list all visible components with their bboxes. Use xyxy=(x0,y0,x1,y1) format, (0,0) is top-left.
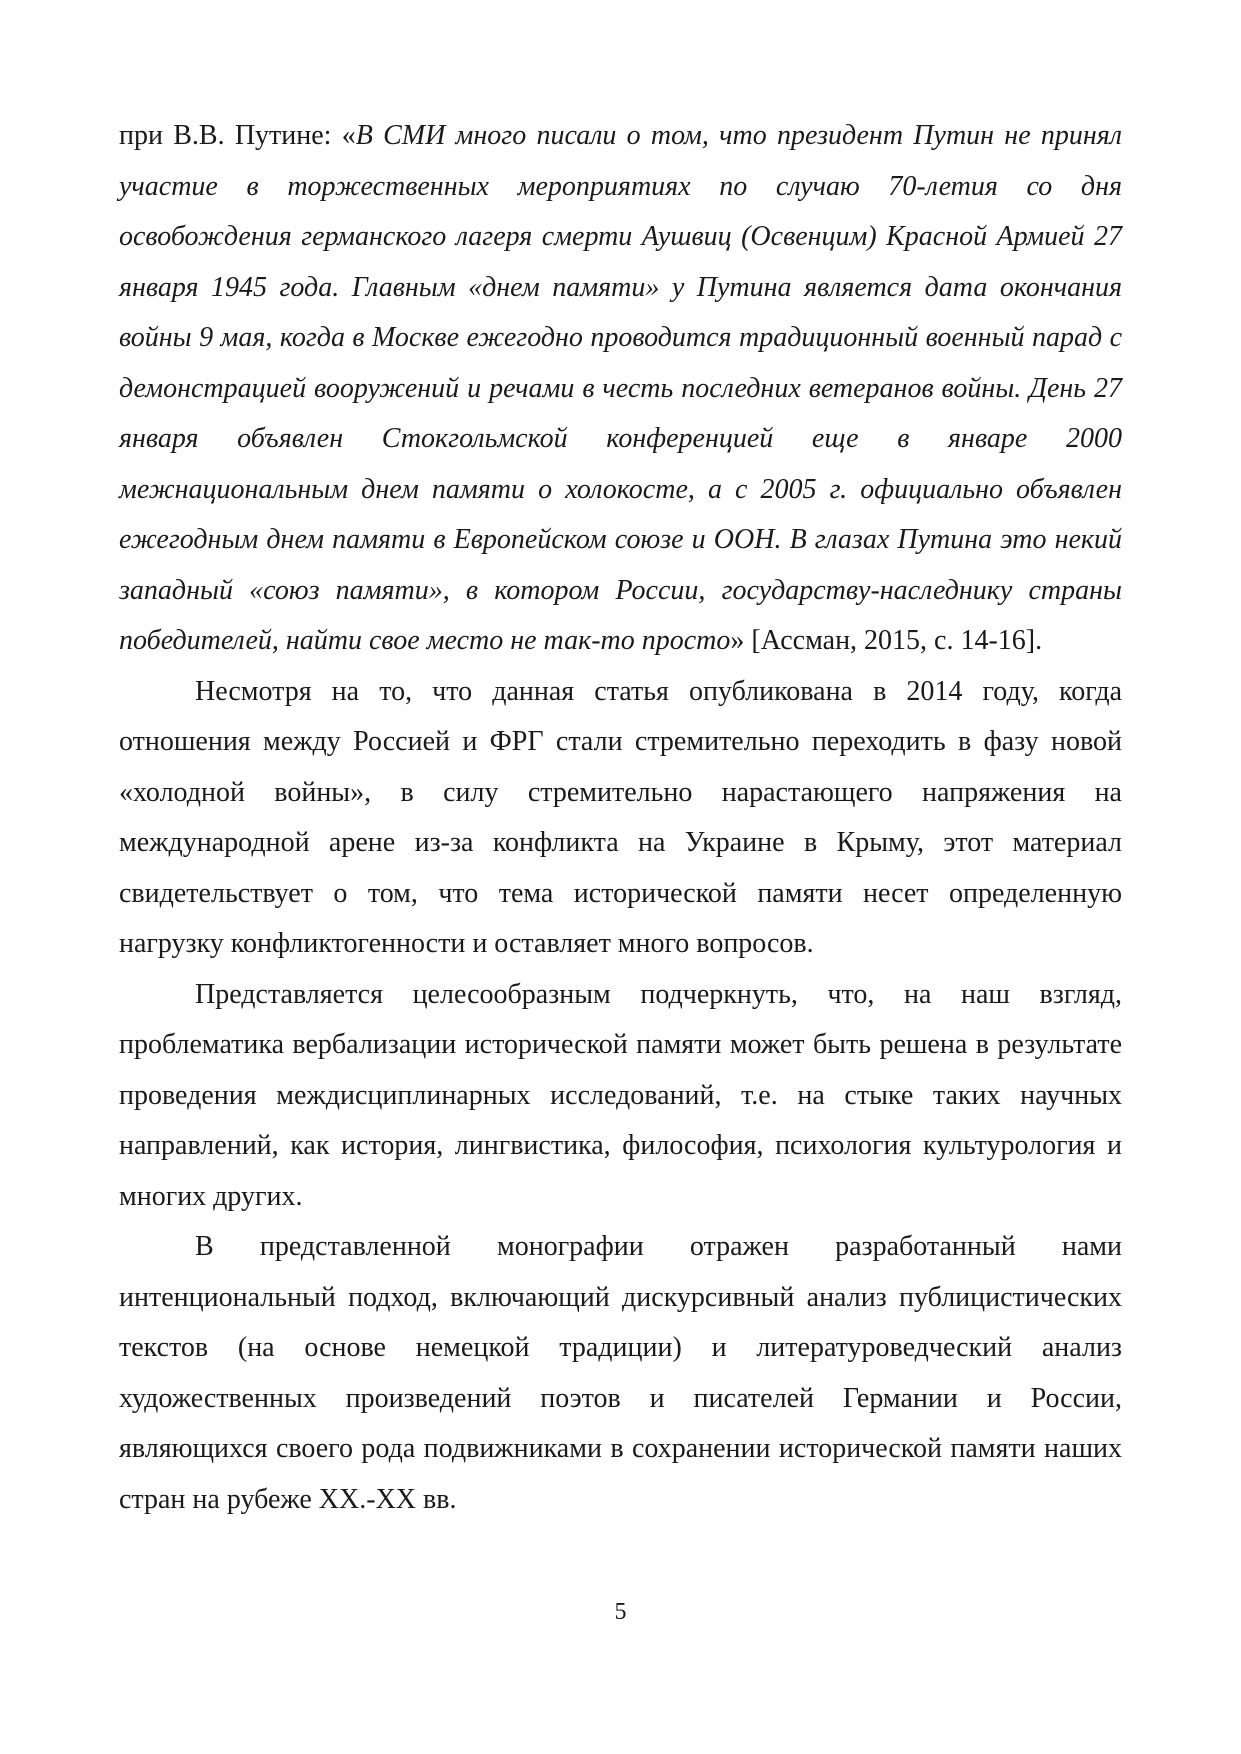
body-text xyxy=(119,111,1122,1525)
italic-quote: В СМИ много писали о том, что президент Путин не принял участие в торжественных мероприятиях по случаю 70-летия со дня освобождения германского лагеря смерти Аушвиц (Освенцим) Красной Армией 27 января 1945 года. Главным «днем памяти» у Путина является дата окончания войны 9 мая, когда в Москве ежегодно проводится традиционный военный парад с демонстрацией вооружений и речами в честь последних ветеранов войны. День 27 января объявлен Стокгольмской конференцией еще в январе 2000 межнациональным днем памяти о холокосте, а с 2005 г. официально объявлен ежегодным днем памяти в Европейском союзе и ООН. В глазах Путина это некий западный «союз памяти», в котором России, государству-наследнику страны победителей, найти свое место не так-то просто xyxy=(119,120,1122,656)
paragraph-article-context: Несмотря на то, что данная статья опубликована в 2014 году, когда отношения между Россией и ФРГ стали стремительно переходить в фазу новой «холодной войны», в силу стремительно нарастающего напряжения на международной арене из-за конфликта на Украине в Крыму, этот материал свидетельствует о том, что тема исторической памяти несет определенную нагрузку конфликтогенности и оставляет много вопросов. xyxy=(119,675,1122,959)
paragraph-quote-continuation xyxy=(119,111,1122,667)
paragraph-monograph-approach: В представленной монографии отражен разработанный нами интенциональный подход, включающий дискурсивный анализ публицистических текстов (на основе немецкой традиции) и литературоведческий анализ художественных произведений поэтов и писателей Германии и России, являющихся своего рода подвижниками в сохранении исторической памяти наших стран на рубеже XX.-XX вв. xyxy=(119,1231,1122,1515)
quote-lead-in: при В.В. Путине: « xyxy=(119,120,356,151)
quote-citation: » [Ассман, 2015, с. 14-16]. xyxy=(730,625,1043,656)
paragraph-interdisciplinary: Представляется целесообразным подчеркнуть, что, на наш взгляд, проблематика вербализации исторической памяти может быть решена в результате проведения междисциплинарных исследований, т.е. на стыке таких научных направлений, как история, лингвистика, философия, психология культурология и многих других. xyxy=(119,978,1122,1212)
page-number: 5 xyxy=(614,1599,627,1625)
